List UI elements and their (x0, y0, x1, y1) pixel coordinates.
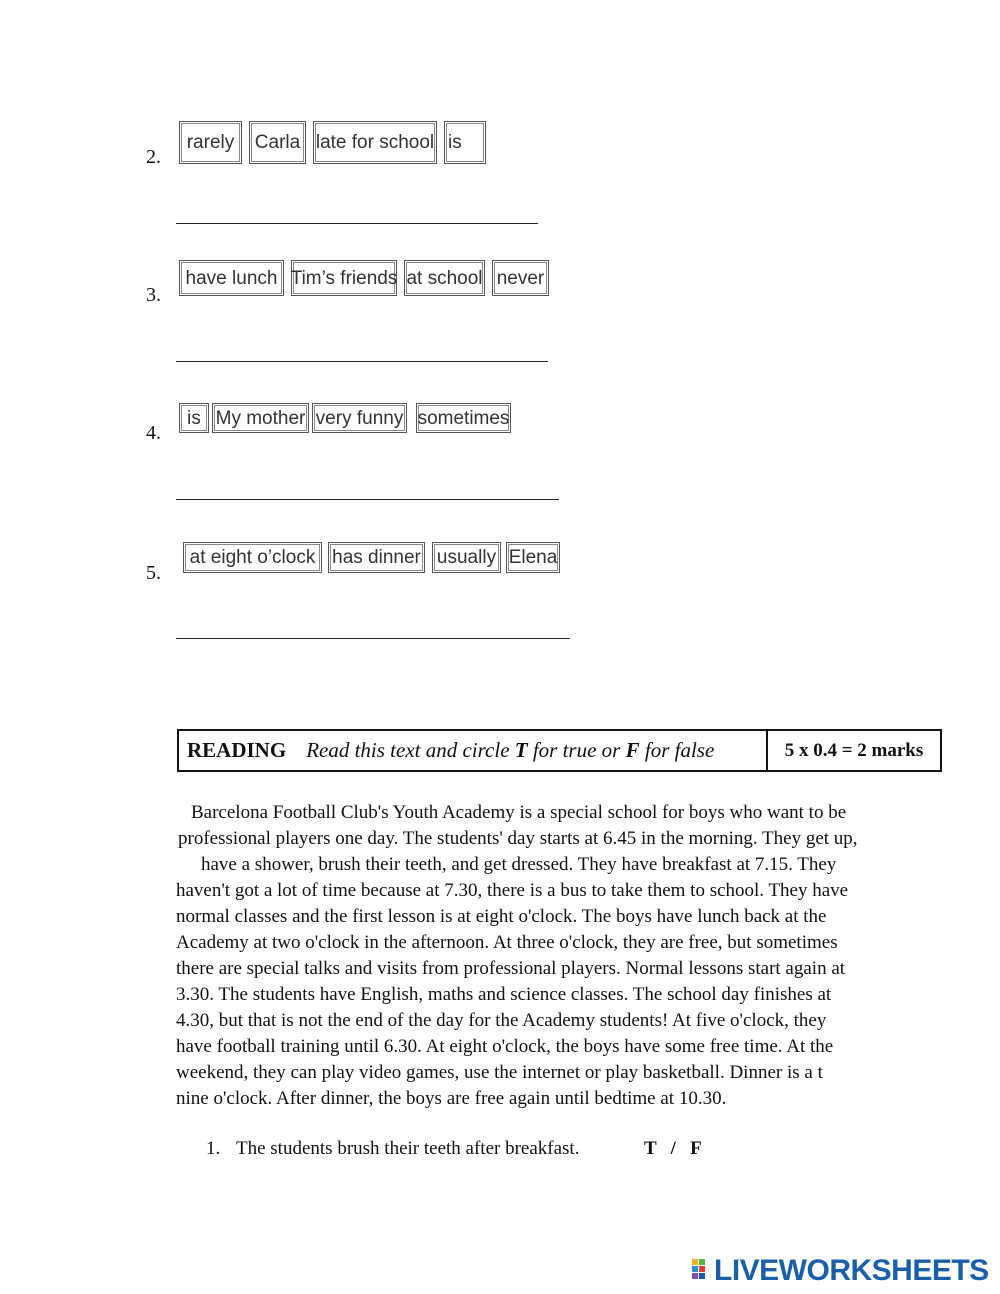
instruction-false-letter: F (625, 738, 640, 762)
word-box[interactable]: sometimes (416, 403, 511, 433)
passage-line: Academy at two o'clock in the afternoon. At three o'clock, they are free, but sometimes (176, 932, 838, 953)
word-box[interactable]: is (444, 121, 486, 164)
tf-question-number: 1. (206, 1138, 221, 1159)
word-box[interactable]: very funny (312, 403, 407, 433)
instruction-text: Read this text and circle (306, 738, 515, 762)
passage-line: there are special talks and visits from professional players. Normal lessons start again at (176, 958, 846, 979)
question-number: 4. (146, 422, 161, 444)
tf-question-text: The students brush their teeth after breakfast. (236, 1138, 580, 1159)
word-box[interactable]: rarely (179, 121, 242, 164)
question-number: 2. (146, 146, 161, 168)
word-box[interactable]: Tim’s friends (291, 260, 397, 296)
answer-line[interactable] (176, 499, 559, 500)
reading-instruction (306, 738, 714, 763)
word-box[interactable]: never (492, 260, 549, 296)
brand-name: LIVEWORKSHEETS (714, 1254, 989, 1287)
passage-line: 3.30. The students have English, maths and science classes. The school day finishes at (176, 984, 832, 1005)
passage-line: have football training until 6.30. At eight o'clock, the boys have some free time. At the (176, 1036, 834, 1057)
word-box[interactable]: is (179, 403, 209, 433)
liveworksheets-logo (692, 1254, 989, 1288)
passage-line: haven't got a lot of time because at 7.30, there is a bus to take them to school. They have (176, 880, 849, 901)
passage-line: weekend, they can play video games, use the internet or play basketball. Dinner is a t (176, 1062, 823, 1083)
passage-line: nine o'clock. After dinner, the boys are free again until bedtime at 10.30. (176, 1088, 727, 1109)
word-box[interactable]: have lunch (179, 260, 284, 296)
liveworksheets-emblem-icon (692, 1259, 714, 1283)
word-box[interactable]: usually (432, 542, 501, 573)
marks-cell: 5 x 0.4 = 2 marks (766, 731, 940, 770)
word-box[interactable]: has dinner (328, 542, 425, 573)
question-number: 3. (146, 284, 161, 306)
passage-line: 4.30, but that is not the end of the day for the Academy students! At five o'clock, they (176, 1010, 827, 1031)
passage-line: normal classes and the first lesson is at eight o'clock. The boys have lunch back at the (176, 906, 827, 927)
answer-line[interactable] (176, 638, 570, 639)
word-box[interactable]: Elena (506, 542, 560, 573)
tf-options[interactable]: T / F (644, 1138, 702, 1159)
reading-title: READING (187, 738, 287, 762)
instruction-text: for true or (527, 738, 626, 762)
instruction-true-letter: T (514, 738, 528, 762)
instruction-text: for false (639, 738, 715, 762)
word-box[interactable]: Carla (249, 121, 306, 164)
word-box[interactable]: at school (404, 260, 485, 296)
answer-line[interactable] (176, 361, 548, 362)
passage-line: professional players one day. The students' day starts at 6.45 in the morning. They get up, (178, 828, 858, 849)
word-box[interactable]: late for school (313, 121, 437, 164)
answer-line[interactable] (176, 223, 538, 224)
passage-line: have a shower, brush their teeth, and get dressed. They have breakfast at 7.15. They (201, 854, 837, 875)
question-number: 5. (146, 562, 161, 584)
passage-line: Barcelona Football Club's Youth Academy is a special school for boys who want to be (191, 802, 847, 823)
reading-instructions-cell (179, 731, 766, 770)
reading-header-table (177, 729, 942, 772)
reading-passage (176, 800, 882, 1112)
word-box[interactable]: at eight o’clock (183, 542, 322, 573)
word-box[interactable]: My mother (212, 403, 309, 433)
